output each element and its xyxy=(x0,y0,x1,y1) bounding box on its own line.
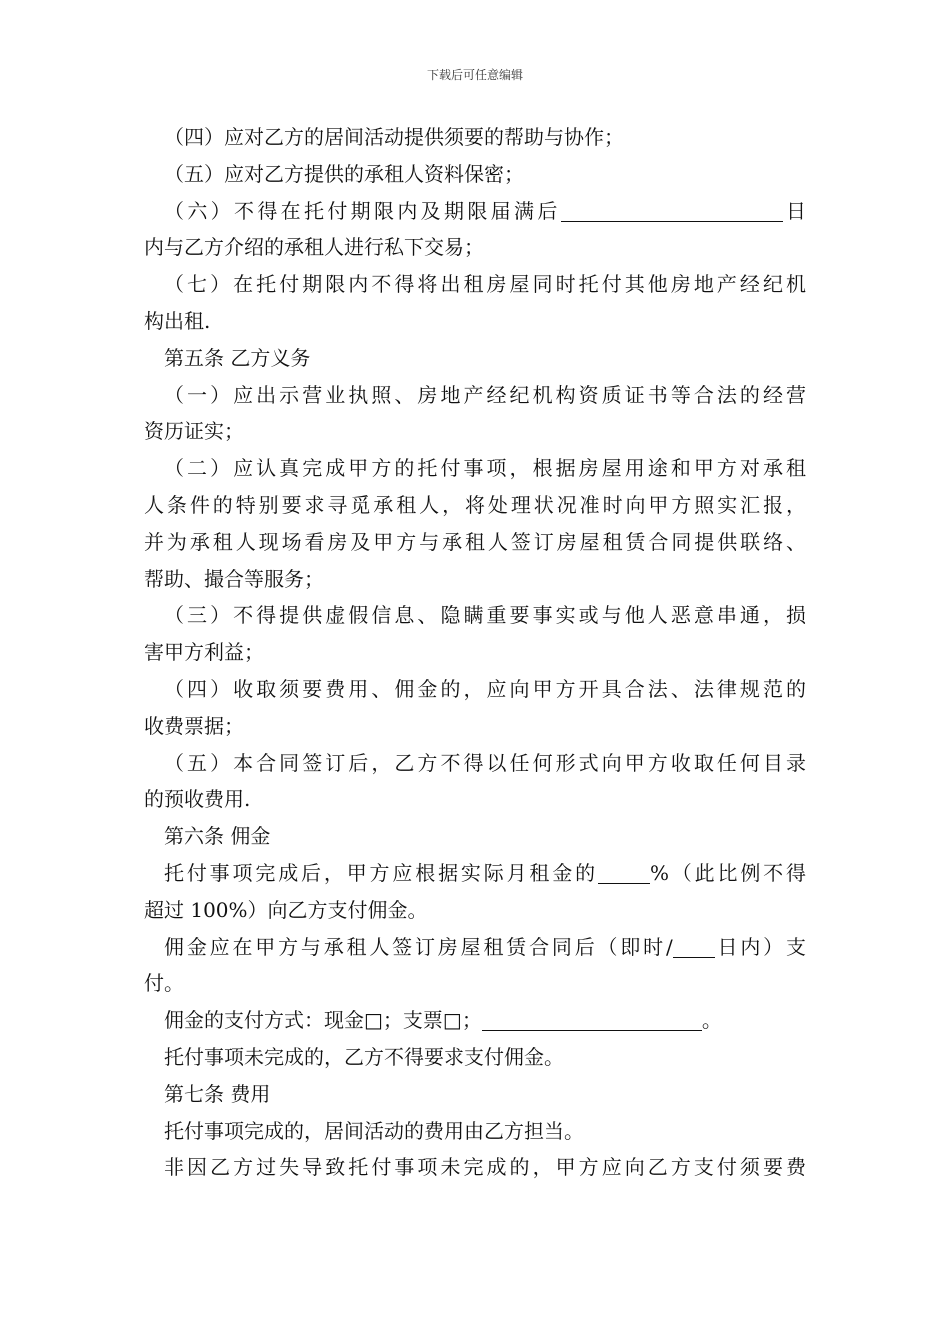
fill-in-blank-days-2[interactable] xyxy=(673,935,715,958)
commission-timing-text: 佣金应在甲方与承租人签订房屋租赁合同后（即时/ xyxy=(164,934,673,959)
clause-5-3: （三）不得提供虚假信息、隐瞒重要事实或与他人恶意串通，损 xyxy=(164,603,806,628)
clause-4-6-unit: 日 xyxy=(782,198,807,223)
fill-in-blank-percent[interactable] xyxy=(598,861,650,884)
clause-5-5-cont: 的预收费用. xyxy=(144,787,251,812)
article-6-heading: 第六条 佣金 xyxy=(164,824,271,849)
clause-5-1: （一）应出示营业执照、房地产经纪机构资质证书等合法的经营 xyxy=(164,382,806,407)
clause-5-2-cont-1: 人条件的特别要求寻觅承租人，将处理状况准时向甲方照实汇报， xyxy=(144,492,806,517)
document-body xyxy=(144,119,806,1186)
clause-4-6 xyxy=(144,193,806,230)
commission-rate-line xyxy=(144,855,806,892)
clause-4-6-cont: 内与乙方介绍的承租人进行私下交易； xyxy=(144,235,484,260)
fill-in-blank-days[interactable] xyxy=(561,199,783,222)
cheque-checkbox[interactable]: □ xyxy=(442,1008,462,1033)
clause-4-4: （四）应对乙方的居间活动提供须要的帮助与协作； xyxy=(164,125,624,149)
payment-separator: ； xyxy=(461,1008,482,1033)
commission-timing-line xyxy=(144,929,806,966)
clause-4-5: （五）应对乙方提供的承租人资料保密； xyxy=(164,161,524,186)
clause-5-2-cont-3: 帮助、撮合等服务； xyxy=(144,566,324,591)
expense-not-completed: 非因乙方过失导致托付事项未完成的，甲方应向乙方支付须要费 xyxy=(164,1155,806,1180)
clause-4-7-cont: 构出租. xyxy=(144,308,211,333)
article-5-heading: 第五条 乙方义务 xyxy=(164,345,311,370)
clause-5-3-cont: 害甲方利益； xyxy=(144,640,264,665)
clause-5-5: （五）本合同签订后，乙方不得以任何形式向甲方收取任何目录 xyxy=(164,750,806,775)
clause-5-2: （二）应认真完成甲方的托付事项，根据房屋用途和甲方对承租 xyxy=(164,456,806,481)
page-header-note: 下载后可任意编辑 xyxy=(426,68,523,82)
payment-method-label: 佣金的支付方式：现金 xyxy=(164,1008,364,1033)
payment-method-line xyxy=(144,1002,806,1039)
commission-rate-tail: %（此比例不得 xyxy=(649,860,806,885)
clause-5-4: （四）收取须要费用、佣金的，应向甲方开具合法、法律规范的 xyxy=(164,676,806,701)
article-7-heading: 第七条 费用 xyxy=(164,1081,271,1106)
expense-completed: 托付事项完成的，居间活动的费用由乙方担当。 xyxy=(164,1118,584,1143)
clause-4-6-text: （六）不得在托付期限内及期限届满后 xyxy=(164,198,561,223)
clause-5-4-cont: 收费票据； xyxy=(144,713,244,738)
clause-5-1-cont: 资历证实； xyxy=(144,419,244,444)
payment-method-end: 。 xyxy=(701,1008,722,1033)
clause-5-2-cont-2: 并为承租人现场看房及甲方与承租人签订房屋租赁合同提供联络、 xyxy=(144,529,806,554)
cash-checkbox[interactable]: □ xyxy=(364,1008,383,1033)
commission-timing-tail: 日内）支 xyxy=(714,934,806,959)
clause-4-7: （七）在托付期限内不得将出租房屋同时托付其他房地产经纪机 xyxy=(164,272,806,297)
commission-rate-text: 托付事项完成后，甲方应根据实际月租金的 xyxy=(164,860,598,885)
commission-timing-cont: 付。 xyxy=(144,971,184,996)
commission-rate-cont: 超过 100%）向乙方支付佣金。 xyxy=(144,897,428,922)
fill-in-blank-other-method[interactable] xyxy=(482,1008,702,1031)
cheque-label: ；支票 xyxy=(382,1008,443,1033)
commission-not-due: 托付事项未完成的，乙方不得要求支付佣金。 xyxy=(164,1044,564,1069)
